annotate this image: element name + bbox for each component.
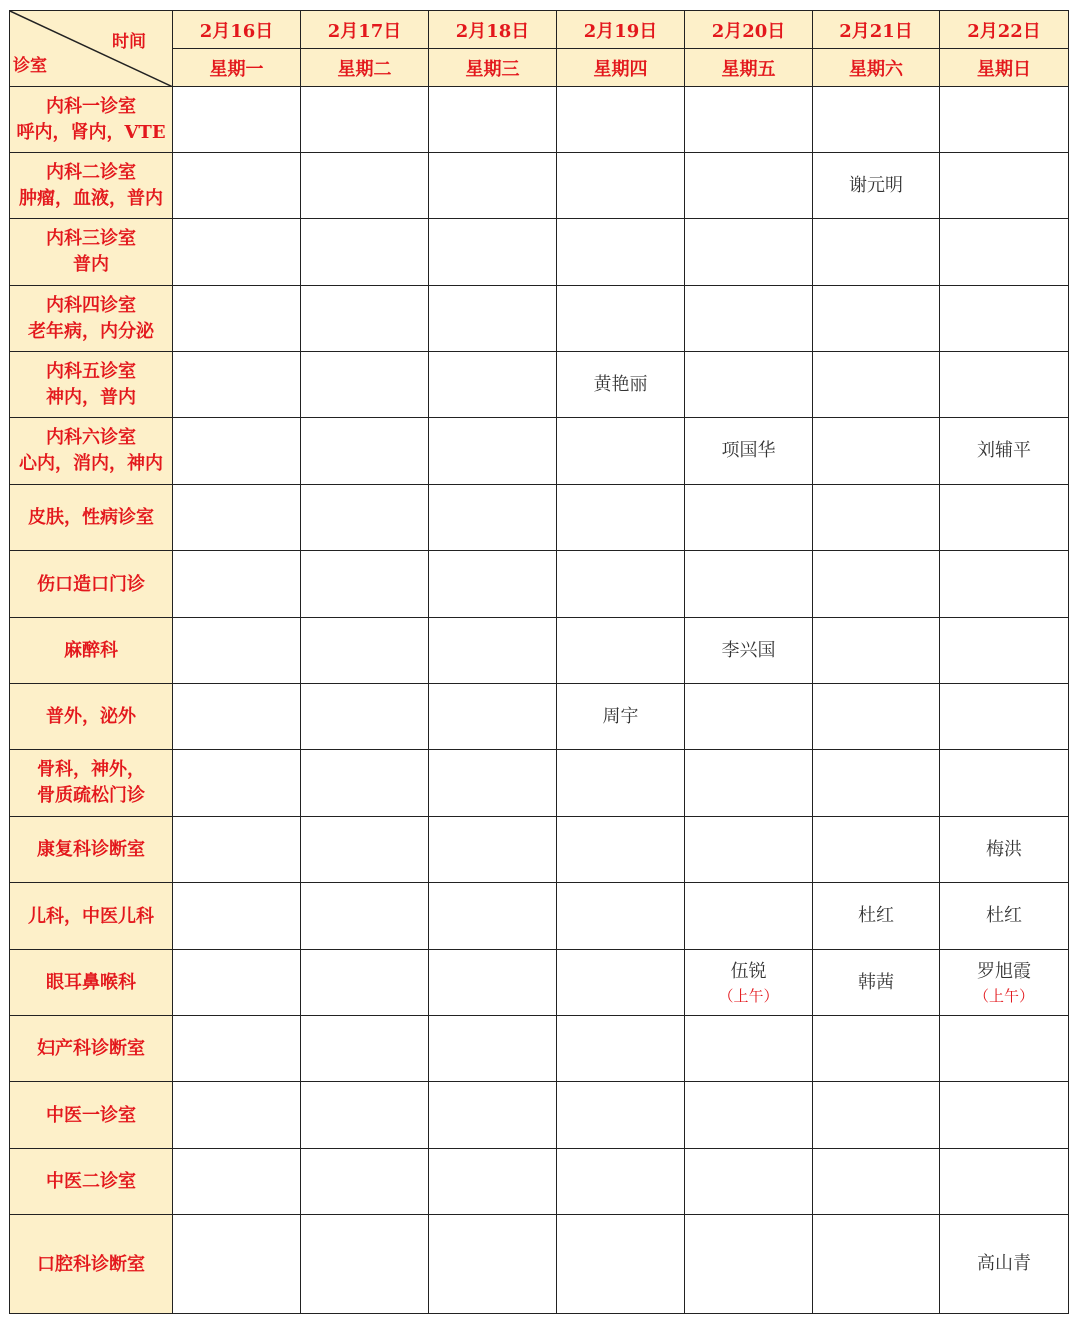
clinic-label — [10, 219, 173, 286]
clinic-specialties: 骨质疏松门诊 — [37, 785, 145, 806]
schedule-cell — [557, 750, 685, 817]
schedule-cell — [940, 153, 1069, 219]
doctor-name: 谢元明 — [849, 174, 903, 196]
clinic-name: 麻醉科 — [64, 640, 118, 661]
clinic-name: 普外，泌外 — [46, 706, 136, 727]
clinic-label — [10, 1149, 173, 1215]
clinic-label — [10, 750, 173, 817]
table-row — [10, 1082, 1069, 1149]
clinic-name: 儿科，中医儿科 — [28, 905, 154, 927]
schedule-cell — [173, 1149, 301, 1215]
table-row — [10, 219, 1069, 286]
schedule-cell — [685, 352, 813, 418]
schedule-cell — [685, 684, 813, 750]
table-row — [10, 1016, 1069, 1082]
weekday-header: 星期三 — [429, 49, 557, 87]
schedule-cell — [940, 750, 1069, 817]
schedule-cell — [301, 1215, 429, 1314]
schedule-cell — [173, 750, 301, 817]
schedule-cell — [301, 418, 429, 485]
clinic-name: 骨科，神外， — [37, 759, 145, 780]
clinic-name: 口腔科诊断室 — [37, 1253, 145, 1275]
clinic-label — [10, 883, 173, 950]
corner-room-label: 诊室 — [13, 56, 47, 76]
schedule-cell — [429, 1149, 557, 1215]
table-row — [10, 352, 1069, 418]
schedule-cell — [685, 883, 813, 950]
schedule-cell — [429, 87, 557, 153]
schedule-cell — [813, 684, 940, 750]
corner-header — [10, 11, 173, 87]
clinic-label — [10, 1215, 173, 1314]
schedule-cell — [685, 485, 813, 551]
schedule-cell — [940, 1215, 1069, 1314]
schedule-cell — [429, 286, 557, 352]
schedule-cell — [813, 817, 940, 883]
clinic-name: 内科二诊室 — [46, 161, 136, 183]
doctor-name: 杜红 — [986, 905, 1022, 926]
weekday-header: 星期日 — [940, 49, 1069, 87]
schedule-cell — [301, 286, 429, 352]
schedule-cell — [940, 1016, 1069, 1082]
schedule-cell — [685, 1215, 813, 1314]
schedule-cell — [301, 352, 429, 418]
table-row — [10, 286, 1069, 352]
schedule-cell — [173, 950, 301, 1016]
schedule-cell — [429, 153, 557, 219]
table-row — [10, 883, 1069, 950]
schedule-cell — [301, 750, 429, 817]
schedule-cell — [173, 1016, 301, 1082]
schedule-cell — [173, 485, 301, 551]
schedule-cell — [557, 1215, 685, 1314]
schedule-cell — [685, 219, 813, 286]
schedule-cell — [557, 352, 685, 418]
schedule-cell — [940, 352, 1069, 418]
schedule-cell — [813, 1215, 940, 1314]
clinic-name: 内科一诊室 — [46, 95, 136, 117]
clinic-name: 妇产科诊断室 — [37, 1038, 145, 1059]
table-row — [10, 684, 1069, 750]
schedule-cell — [813, 551, 940, 618]
doctor-name: 黄艳丽 — [593, 373, 648, 395]
schedule-cell — [301, 950, 429, 1016]
schedule-cell — [557, 950, 685, 1016]
schedule-cell — [429, 1082, 557, 1149]
clinic-name: 眼耳鼻喉科 — [46, 972, 136, 993]
schedule-cell — [813, 87, 940, 153]
clinic-name: 内科六诊室 — [46, 427, 136, 448]
clinic-specialties: 肿瘤，血液，普内 — [19, 187, 163, 209]
schedule-cell — [685, 618, 813, 684]
schedule-cell — [301, 1082, 429, 1149]
schedule-cell — [813, 1082, 940, 1149]
weekday-header: 星期四 — [557, 49, 685, 87]
clinic-label — [10, 352, 173, 418]
schedule-cell — [940, 87, 1069, 153]
schedule-cell — [813, 1016, 940, 1082]
clinic-label — [10, 286, 173, 352]
schedule-cell — [301, 87, 429, 153]
schedule-cell — [301, 1016, 429, 1082]
clinic-label — [10, 485, 173, 551]
schedule-cell — [940, 485, 1069, 551]
doctor-name: 罗旭霞 — [977, 960, 1031, 982]
schedule-cell — [173, 1082, 301, 1149]
schedule-cell — [813, 950, 940, 1016]
clinic-specialties: 心内，消内，神内 — [19, 453, 163, 474]
doctor-name: 杜红 — [858, 905, 894, 926]
clinic-name: 伤口造口门诊 — [37, 573, 145, 595]
weekday-header: 星期五 — [685, 49, 813, 87]
schedule-cell — [429, 950, 557, 1016]
clinic-name: 内科四诊室 — [46, 294, 136, 316]
schedule-cell — [813, 1149, 940, 1215]
table-row — [10, 153, 1069, 219]
schedule-cell — [940, 950, 1069, 1016]
schedule-cell — [173, 87, 301, 153]
table-row — [10, 485, 1069, 551]
doctor-name: 项国华 — [721, 440, 776, 461]
table-row — [10, 87, 1069, 153]
schedule-cell — [301, 817, 429, 883]
schedule-cell — [557, 618, 685, 684]
table-row — [10, 1149, 1069, 1215]
schedule-cell — [301, 618, 429, 684]
doctor-name: 梅洪 — [986, 838, 1022, 860]
schedule-cell — [940, 219, 1069, 286]
schedule-cell — [557, 219, 685, 286]
schedule-cell — [685, 750, 813, 817]
clinic-label — [10, 1082, 173, 1149]
schedule-cell — [685, 1149, 813, 1215]
clinic-label — [10, 684, 173, 750]
schedule-cell — [429, 418, 557, 485]
schedule-cell — [940, 883, 1069, 950]
schedule-cell — [429, 883, 557, 950]
doctor-name: 伍锐 — [730, 960, 767, 982]
schedule-cell — [685, 551, 813, 618]
table-row — [10, 551, 1069, 618]
schedule-cell — [557, 418, 685, 485]
schedule-cell — [813, 352, 940, 418]
schedule-cell — [557, 485, 685, 551]
schedule-cell — [429, 618, 557, 684]
schedule-cell — [429, 684, 557, 750]
schedule-cell — [301, 883, 429, 950]
schedule-cell — [301, 219, 429, 286]
schedule-cell — [301, 684, 429, 750]
date-header: 2月17日 — [301, 11, 429, 49]
clinic-label — [10, 418, 173, 485]
doctor-name: 刘辅平 — [977, 440, 1031, 461]
schedule-cell — [940, 418, 1069, 485]
schedule-cell — [685, 1082, 813, 1149]
schedule-cell — [685, 286, 813, 352]
doctor-name: 李兴国 — [721, 639, 776, 661]
schedule-cell — [813, 485, 940, 551]
schedule-table — [9, 10, 1069, 1314]
weekday-header: 星期二 — [301, 49, 429, 87]
schedule-cell — [173, 418, 301, 485]
schedule-cell — [685, 950, 813, 1016]
schedule-cell — [557, 883, 685, 950]
date-header: 2月21日 — [813, 11, 940, 49]
table-row — [10, 418, 1069, 485]
schedule-cell — [813, 219, 940, 286]
schedule-cell — [813, 750, 940, 817]
clinic-label — [10, 153, 173, 219]
table-row — [10, 1215, 1069, 1314]
date-header: 2月18日 — [429, 11, 557, 49]
clinic-label — [10, 618, 173, 684]
schedule-cell — [429, 485, 557, 551]
schedule-cell — [685, 153, 813, 219]
schedule-cell — [173, 352, 301, 418]
schedule-cell — [685, 418, 813, 485]
schedule-cell — [685, 87, 813, 153]
schedule-cell — [940, 286, 1069, 352]
schedule-cell — [557, 1016, 685, 1082]
schedule-cell — [173, 883, 301, 950]
schedule-cell — [557, 817, 685, 883]
table-row — [10, 950, 1069, 1016]
schedule-cell — [429, 817, 557, 883]
clinic-label — [10, 87, 173, 153]
schedule-cell — [301, 1149, 429, 1215]
schedule-cell — [940, 817, 1069, 883]
schedule-cell — [301, 153, 429, 219]
date-header: 2月20日 — [685, 11, 813, 49]
session-note: （上午） — [973, 986, 1034, 1005]
clinic-name: 皮肤，性病诊室 — [28, 507, 154, 528]
schedule-cell — [173, 817, 301, 883]
schedule-cell — [940, 618, 1069, 684]
table-row — [10, 817, 1069, 883]
schedule-cell — [301, 551, 429, 618]
table-row — [10, 750, 1069, 817]
schedule-cell — [557, 153, 685, 219]
schedule-cell — [940, 684, 1069, 750]
schedule-cell — [429, 1215, 557, 1314]
clinic-name: 中医一诊室 — [46, 1104, 136, 1126]
schedule-cell — [173, 219, 301, 286]
date-header: 2月16日 — [173, 11, 301, 49]
weekday-header: 星期六 — [813, 49, 940, 87]
schedule-cell — [173, 684, 301, 750]
schedule-cell — [173, 286, 301, 352]
schedule-cell — [301, 485, 429, 551]
clinic-name: 内科三诊室 — [46, 228, 136, 249]
clinic-label — [10, 950, 173, 1016]
schedule-cell — [173, 1215, 301, 1314]
schedule-cell — [557, 551, 685, 618]
doctor-name: 韩茜 — [858, 971, 894, 993]
corner-time-label: 时间 — [112, 32, 146, 52]
schedule-cell — [685, 1016, 813, 1082]
schedule-cell — [813, 618, 940, 684]
schedule-cell — [940, 551, 1069, 618]
schedule-cell — [557, 1149, 685, 1215]
schedule-cell — [557, 684, 685, 750]
clinic-label — [10, 817, 173, 883]
schedule-cell — [173, 618, 301, 684]
session-note: （上午） — [718, 986, 779, 1005]
schedule-cell — [429, 219, 557, 286]
schedule-cell — [813, 418, 940, 485]
schedule-cell — [173, 551, 301, 618]
schedule-cell — [429, 750, 557, 817]
schedule-cell — [429, 352, 557, 418]
clinic-specialties: 呼内，肾内，VTE — [16, 121, 166, 143]
doctor-name: 高山青 — [977, 1253, 1031, 1274]
clinic-name: 康复科诊断室 — [37, 839, 145, 860]
schedule-cell — [557, 1082, 685, 1149]
schedule-cell — [429, 551, 557, 618]
schedule-cell — [813, 883, 940, 950]
schedule-cell — [813, 286, 940, 352]
clinic-name: 内科五诊室 — [46, 360, 136, 382]
clinic-specialties: 普内 — [73, 254, 109, 275]
schedule-cell — [557, 286, 685, 352]
schedule-cell — [940, 1149, 1069, 1215]
clinic-label — [10, 551, 173, 618]
schedule-cell — [557, 87, 685, 153]
clinic-specialties: 神内，普内 — [46, 386, 136, 408]
schedule-cell — [429, 1016, 557, 1082]
schedule-cell — [813, 153, 940, 219]
clinic-specialties: 老年病，内分泌 — [28, 320, 154, 342]
schedule-cell — [685, 817, 813, 883]
date-header: 2月22日 — [940, 11, 1069, 49]
weekday-header: 星期一 — [173, 49, 301, 87]
clinic-label — [10, 1016, 173, 1082]
schedule-cell — [940, 1082, 1069, 1149]
date-header: 2月19日 — [557, 11, 685, 49]
schedule-cell — [173, 153, 301, 219]
clinic-name: 中医二诊室 — [46, 1171, 136, 1192]
doctor-name: 周宇 — [602, 705, 639, 727]
table-row — [10, 618, 1069, 684]
